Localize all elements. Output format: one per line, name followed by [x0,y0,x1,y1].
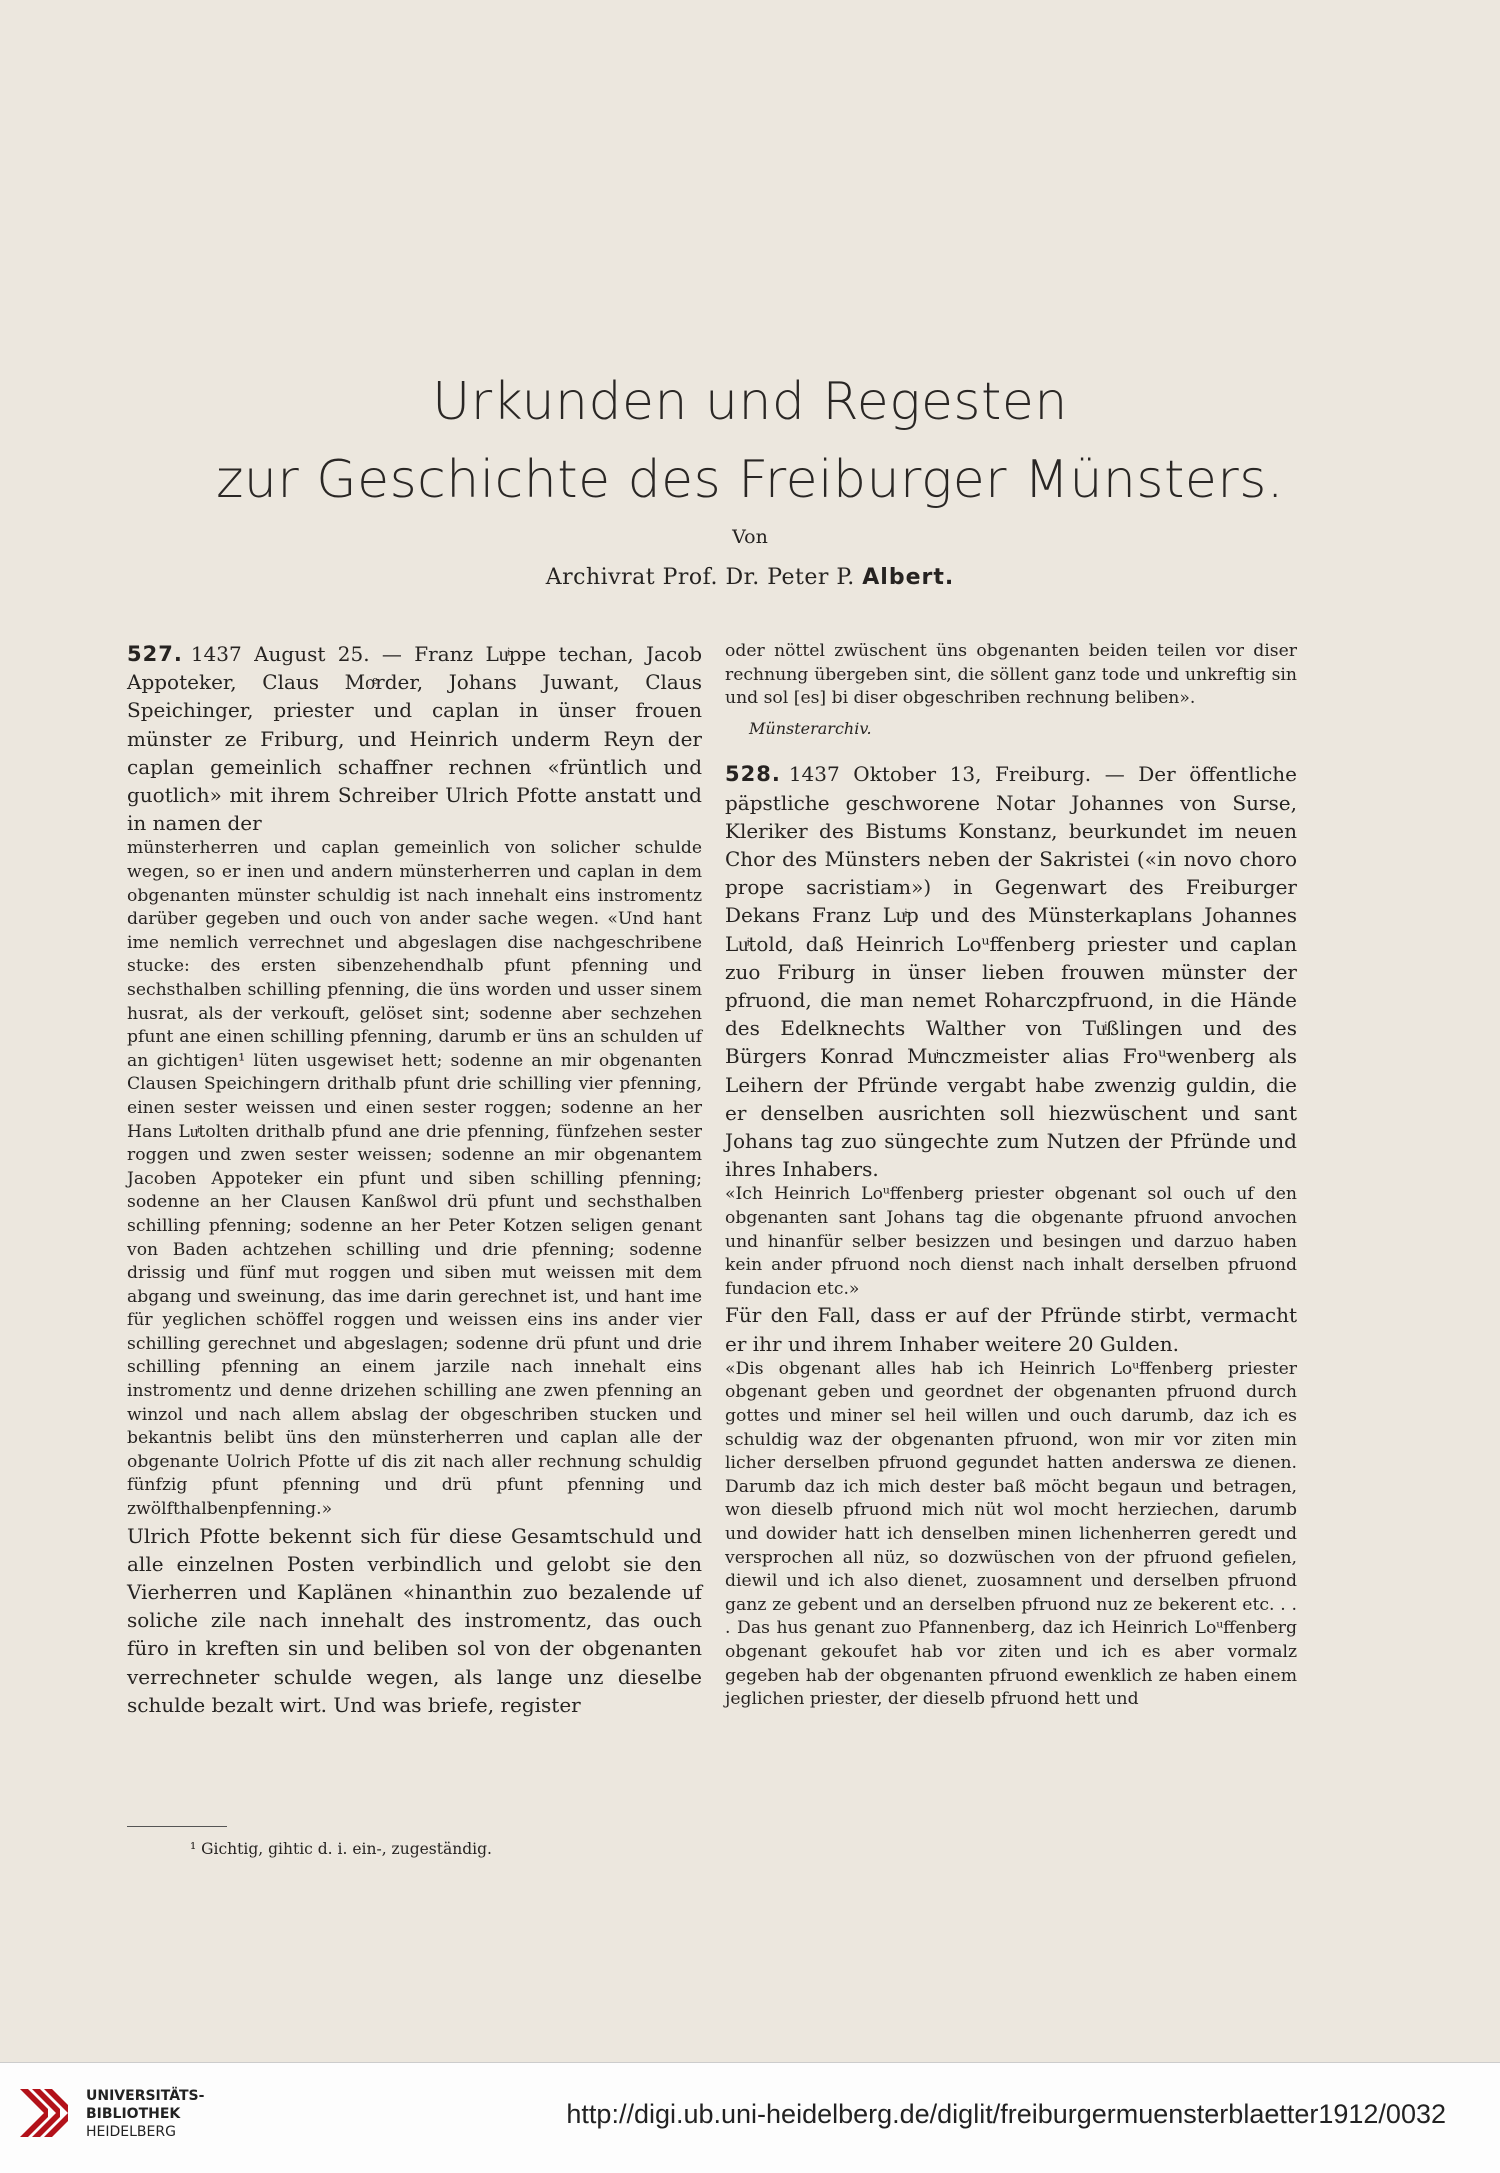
title-line-1: Urkunden und Regesten [432,372,1068,432]
byline-von: Von [732,526,768,548]
author-prefix: Archivrat Prof. Dr. Peter P. [545,565,855,590]
footnote: ¹ Gichtig, gihtic d. i. ein-, zugeständig. [190,1840,492,1858]
title-line-2: zur Geschichte des Freiburger Münsters. [216,450,1284,510]
library-line-3: HEIDELBERG [86,2124,176,2140]
author-name: Albert. [862,565,955,590]
library-logo-icon [14,2083,74,2143]
right-column [725,640,1297,1712]
entry-continuation: Ulrich Pfotte bekennt sich für diese Gesamtschuld und alle einzelnen Posten verbindlich und gelobt sie den Vierherren und Kaplänen «hinanthin zuo bezalende uf soliche zile nach innehalt des instromentz, das ouch füro in kreften sin und beliben sol von der obgenanten verrechneter schulde wegen, als lange unz dieselbe schulde bezalt wirt. Und was briefe, register [127,1523,702,1717]
entry-lead: 1437 Oktober 13, Freiburg. — Der öffentliche päpstliche geschworene Notar Johannes von Surse, Kleriker des Bistums Konstanz, beurkundet im neuen Chor des Münsters neben der Sakristei («in novo choro prope sacristiam») in Gegenwart des Freiburger Dekans Franz Luͥp und des Münsterkaplans Johannes Luͥtold, daß Heinrich Loᵘffenberg priester und caplan zuo Friburg in ünser lieben frouwen münster der pfruond, die man nemet Roharczpfruond, in die Hände des Edelknechts Walther von Tuͥßlingen und des Bürgers Konrad Muͥnczmeister alias Froᵘwenberg als Leihern der Pfründe vergabt habe zwenzig guldin, die er denselben ausrichten soll hiezwüschent und sant Johans tag zuo süngechte zum Nutzen der Pfründe und ihres Inhabers. [725,762,1297,1182]
source-note: Münsterarchiv. [749,718,872,738]
library-name [86,2087,204,2141]
library-line-2: BIBLIOTHEK [86,2106,181,2122]
entry-number: 527. [127,642,183,666]
author-line [0,565,1500,590]
entry-quote: münsterherren und caplan gemeinlich von solicher schulde wegen, so er inen und andern münsterherren und caplan in dem obgenanten münster schuldig ist nach innehalt eins instromentz darüber gegeben und ouch von ander sache wegen. «Und hant ime nemlich verrechnet und abgeslagen dise nachgeschribene stucke: des ersten sibenzehendhalb pfunt pfenning und sechsthalben schilling pfenning, die üns worden und usser sinem husrat, als der verkouft, gelöset sint; sodenne aber sechzehen pfunt ane einen schilling pfenning, darumb er üns an schulden uf an gichtigen¹ lüten usgewiset hett; sodenne an mir obgenanten Clausen Speichingern drithalb pfunt drie schilling vier pfenning, einen sester weissen und einen sester roggen; sodenne an her Hans Luͥtolten drithalb pfund ane drie pfenning, fünfzehen sester roggen und zwen sester weissen; sodenne an mir obgenantem Jacoben Appoteker ein pfunt und siben schilling pfenning; sodenne an her Clausen Kanßwol drü pfunt und sechsthalben schilling pfenning; sodenne an her Peter Kotzen seligen genant von Baden achtzehen schilling und drie pfenning; sodenne drissig und fünf mut roggen und siben mut weissen mit dem abgang und sweinung, das ime darin gerechnet ist, und hant ime für yeglichen schöffel roggen und weissen eins ins ander vier schilling gerechnet und abgeslagen; sodenne drü pfunt und drie schilling pfenning an einem jarzile nach innehalt eins instromentz und denne drizehen schilling ane zwen pfenning an winzol und nach allem abslag der obgeschriben stucken und bekantnis belibt üns den münsterherren und caplan alle der obgenante Uolrich Pfotte uf dis zit nach aller rechnung schuldig fünfzig pfunt pfenning und drü pfunt pfenning und zwölfthalbenpfenning.» [127,838,702,1520]
continued-quote: oder nöttel zwüschent üns obgenanten beiden teilen vor diser rechnung übergeben sint, die söllent ganz tode und unkreftig sin und sol [es] bi diser obgeschriben rechnung beliben». [725,641,1297,709]
entry-528 [725,760,1297,1183]
entry-quote: «Ich Heinrich Loᵘffenberg priester obgenant sol ouch uf den obgenanten sant Johans tag die obgenante pfruond anvochen und hinanfür selber besizzen und besingen und darzuo haben kein ander pfruond noch dienst nach inhalt derselben pfruond fundacion etc.» [725,1184,1297,1299]
entry-lead-2: Für den Fall, dass er auf der Pfründe stirbt, vermacht er ihr und ihrem Inhaber weitere 20 Gulden. [725,1303,1297,1356]
entry-number: 528. [725,762,781,787]
left-column [127,640,702,1719]
footnote-rule [127,1826,227,1827]
footer-bar [0,2062,1500,2173]
entry-quote-2: «Dis obgenant alles hab ich Heinrich Loᵘffenberg priester obgenant geben und geordnet der obgenanten pfruond durch gottes und miner sel heil willen und ouch darumb, daz ich es schuldig waz der obgenanten pfruond, won mir vor ziten min licher derselben pfruond gegundet hatten anderswa ze dienen. Darumb daz ich mich dester baß möcht begaun und betragen, won dieselb pfruond mich nüt wol mocht herziechen, darumb und dowider hatt ich denselben minen lichenherren geredt und versprochen all nüz, so dozwüschen von der pfruond gefielen, diewil und ich also dienet, zuosamnent und derselben pfruond ganz ze gebent und an derselben pfruond nuz ze bekerent etc. . . . Das hus genant zuo Pfannenberg, daz ich Heinrich Loᵘffenberg obgenant gekoufet hab vor ziten und ich es aber vormalz gegeben hab der obgenanten pfruond ewenklich ze haben einem jeglichen priester, der dieselb pfruond hett und [725,1358,1297,1710]
entry-527 [127,640,702,837]
entry-lead: 1437 August 25. — Franz Luͥppe techan, Jacob Appoteker, Claus Moͤrder, Johans Juwant, Claus Speichinger, priester und caplan in ünser frouen münster ze Friburg, und Heinrich underm Reyn der caplan gemeinlich schaffner rechnen «früntlich und guotlich» mit ihrem Schreiber Ulrich Pfotte anstatt und in namen der [127,642,702,836]
permalink-url[interactable]: http://digi.ub.uni-heidelberg.de/diglit/freiburgermuensterblaetter1912/0032 [566,2099,1446,2129]
library-line-1: UNIVERSITÄTS- [86,2088,205,2104]
